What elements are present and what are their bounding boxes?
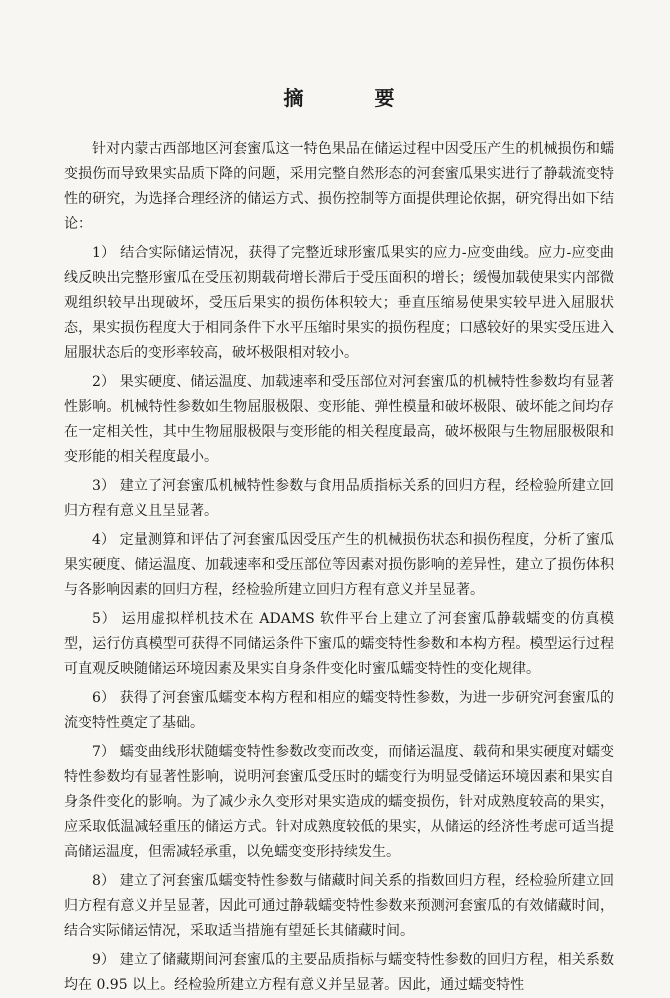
conclusion-2: 2） 果实硬度、储运温度、加载速率和受压部位对河套蜜瓜的机械特性参数均有显著性影响。机械特性参数如生物屈服极限、变形能、弹性模量和破坏极限、破坏能之间均存在一定相关性，其中生物屈服极限与变形能的相关程度最高，破坏极限与生物屈服极限和变形能的相关程度最小。: [64, 374, 614, 465]
conclusion-1: 1） 结合实际储运情况，获得了完整近球形蜜瓜果实的应力-应变曲线。应力-应变曲线反映出完整形蜜瓜在受压初期载荷增长滞后于受压面积的增长；缓慢加载使果实内部微观组织较早出现破坏，受压后果实的损伤体积较大；垂直压缩易使果实较早进入屈服状态，果实损伤程度大于相同条件下水平压缩时果实的损伤程度；口感较好的果实受压进入屈服状态后的变形率较高，破坏极限相对较小。: [64, 245, 614, 361]
conclusion-5: 5） 运用虚拟样机技术在 ADAMS 软件平台上建立了河套蜜瓜静载蠕变的仿真模型，运行仿真模型可获得不同储运条件下蜜瓜的蠕变特性参数和本构方程。模型运行过程可直观反映随储运环境因素及果实自身条件变化时蜜瓜蠕变特性的变化规律。: [64, 611, 614, 677]
conclusion-4: 4） 定量测算和评估了河套蜜瓜因受压产生的机械损伤状态和损伤程度，分析了蜜瓜果实硬度、储运温度、加载速率和受压部位等因素对损伤影响的差异性，建立了损伤体积与各影响因素的回归方程，经检验所建立回归方程有意义并呈显著。: [64, 532, 614, 598]
intro-paragraph: 针对内蒙古西部地区河套蜜瓜这一特色果品在储运过程中因受压产生的机械损伤和蠕变损伤而导致果实品质下降的问题，采用完整自然形态的河套蜜瓜果实进行了静载流变特性的研究，为选择合理经济的储运方式、损伤控制等方面提供理论依据，研究得出如下结论：: [64, 141, 614, 232]
conclusion-9: 9） 建立了储藏期间河套蜜瓜的主要品质指标与蠕变特性参数的回归方程，相关系数均在 0.95 以上。经检验所建立方程有意义并呈显著。因此，通过蠕变特性: [64, 952, 614, 993]
conclusion-8: 8） 建立了河套蜜瓜蠕变特性参数与储藏时间关系的指数回归方程，经检验所建立回归方程有意义并呈显著，因此可通过静载蠕变特性参数来预测河套蜜瓜的有效储藏时间，结合实际储运情况，采取适当措施有望延长其储藏时间。: [64, 873, 614, 939]
conclusion-7: 7） 蠕变曲线形状随蠕变特性参数改变而改变，而储运温度、载荷和果实硬度对蠕变特性参数均有显著性影响，说明河套蜜瓜受压时的蠕变行为明显受储运环境因素和果实自身条件变化的影响。为了减少永久变形对果实造成的蠕变损伤，针对成熟度较高的果实，应采取低温减轻重压的储运方式。针对成熟度较低的果实，从储运的经济性考虑可适当提高储运温度，但需减轻承重，以免蠕变变形持续发生。: [64, 744, 614, 860]
abstract-title: 摘 要: [283, 86, 427, 110]
conclusion-3: 3） 建立了河套蜜瓜机械特性参数与食用品质指标关系的回归方程，经检验所建立回归方程有意义且呈显著。: [64, 478, 614, 519]
conclusion-6: 6） 获得了河套蜜瓜蠕变本构方程和相应的蠕变特性参数，为进一步研究河套蜜瓜的流变特性奠定了基础。: [64, 690, 614, 731]
